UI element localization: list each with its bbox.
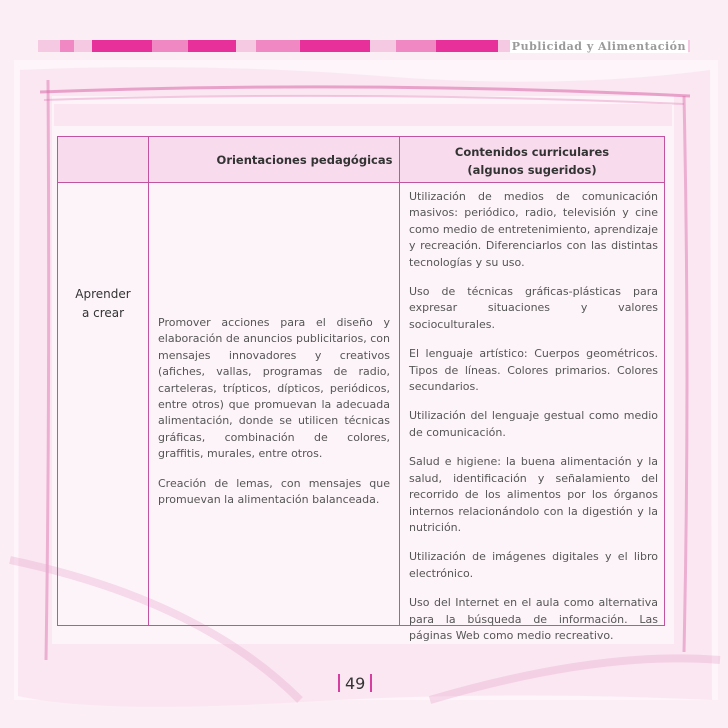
header-band-segment bbox=[152, 40, 188, 52]
header-band-segment bbox=[188, 40, 236, 52]
contenido-paragraph: Utilización de imágenes digitales y el libro electrónico. bbox=[409, 550, 658, 580]
column-divider bbox=[399, 137, 400, 625]
contenido-paragraph: Utilización de medios de comunicación masivos: periódico, radio, televisión y cine como medio de entretenimiento, aprendizaje y recreación. Diferenciarlos con las distintas tecnologías y su uso. bbox=[409, 190, 658, 269]
header-band-segment bbox=[74, 40, 92, 52]
contenidos-cell bbox=[409, 189, 658, 657]
contenido-paragraph: Salud e higiene: la buena alimentación y la salud, identificación y señalamiento del recorrido de los alimentos por los órganos internos relacionándolo con la digestión y la nutrición. bbox=[409, 455, 658, 534]
header-band-segment bbox=[60, 40, 74, 52]
contenido-paragraph: El lenguaje artístico: Cuerpos geométricos. Tipos de líneas. Colores primarios. Colores secundarios. bbox=[409, 347, 658, 394]
column-divider bbox=[148, 137, 149, 625]
header-band-segment bbox=[38, 40, 60, 52]
orientaciones-cell bbox=[158, 315, 390, 521]
header-band-segment bbox=[436, 40, 498, 52]
page-number-bar bbox=[338, 674, 340, 692]
header-contenidos-line2: (algunos sugeridos) bbox=[467, 163, 597, 177]
page-number-bar bbox=[370, 674, 372, 692]
header-band-segment bbox=[370, 40, 396, 52]
page-number-text: 49 bbox=[345, 673, 366, 693]
contenido-paragraph: Utilización del lenguaje gestual como medio de comunicación. bbox=[409, 409, 658, 439]
header-contenidos-line1: Contenidos curriculares bbox=[454, 145, 610, 159]
page-number bbox=[338, 672, 372, 694]
orientacion-paragraph: Promover acciones para el diseño y elaboración de anuncios publicitarios, con mensajes innovadores y creativos (afiches, vallas, programas de radio, carteleras, trípticos, dípticos, periódicos, entre otros) que promuevan la adecuada alimentación, donde se utilicen técnicas gráficas, combinación de colores, graffitis, murales, entre otros. bbox=[158, 316, 390, 461]
contenido-paragraph: Uso de técnicas gráficas-plásticas para expresar situaciones y valores socioculturales. bbox=[409, 285, 658, 331]
area-line2: a crear bbox=[81, 306, 125, 320]
orientacion-paragraph: Creación de lemas, con mensajes que promuevan la alimentación balanceada. bbox=[158, 476, 390, 507]
contenido-paragraph: Uso del Internet en el aula como alternativa para la búsqueda de información. Las páginas Web como medio recreativo. bbox=[409, 596, 658, 642]
header-orientaciones: Orientaciones pedagógicas bbox=[216, 152, 393, 167]
area-line1: Aprender bbox=[75, 287, 131, 301]
header-band-segment bbox=[92, 40, 152, 52]
header-band-segment bbox=[256, 40, 300, 52]
header-band-segment bbox=[300, 40, 370, 52]
header-contenidos bbox=[400, 143, 664, 179]
curriculum-table bbox=[57, 136, 665, 642]
header-title: Publicidad y Alimentación bbox=[511, 40, 686, 53]
header-band-segment bbox=[236, 40, 256, 52]
area-cell bbox=[58, 285, 148, 323]
header-band-segment bbox=[396, 40, 436, 52]
